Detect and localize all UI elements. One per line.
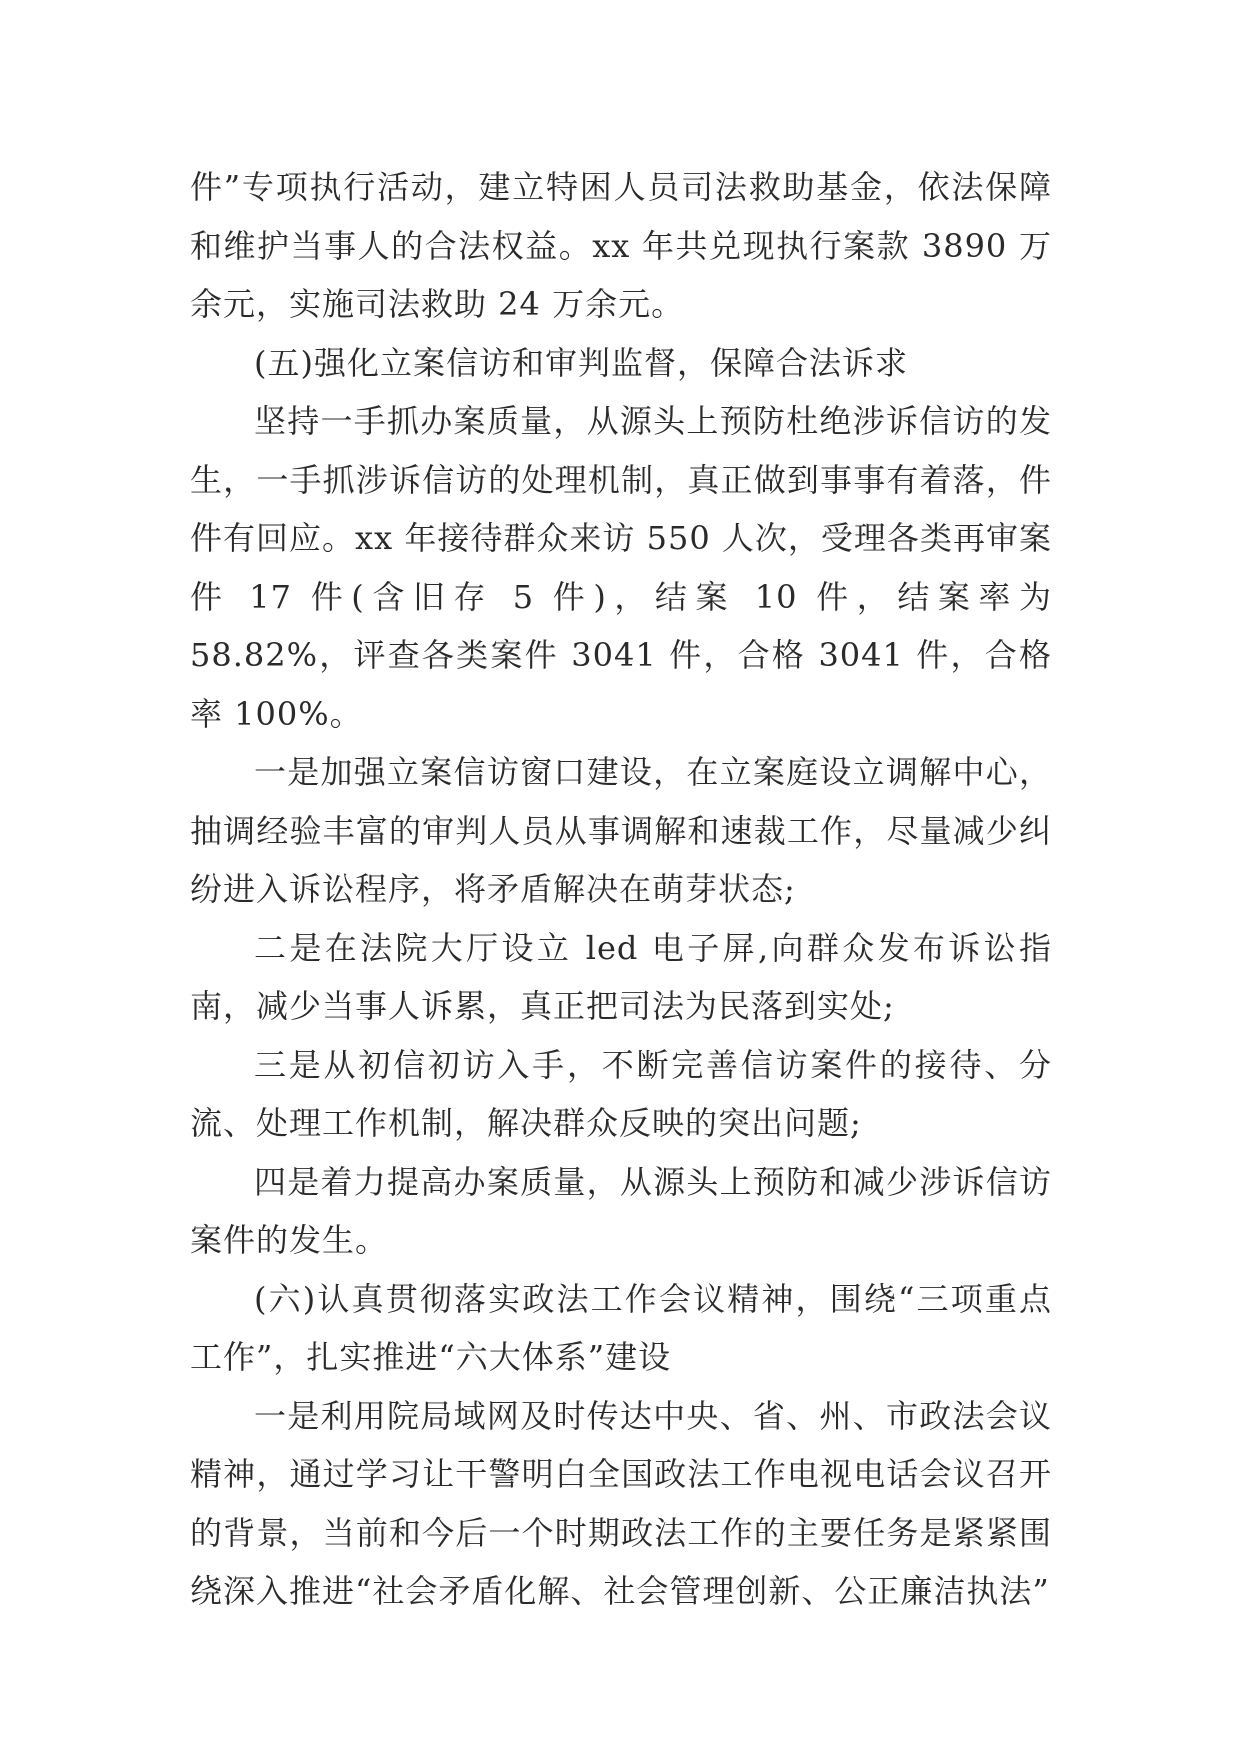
section-heading-five: (五)强化立案信访和审判监督，保障合法诉求: [254, 343, 908, 382]
paragraph-execution-results: 件”专项执行活动，建立特困人员司法救助基金，依法保障和维护当事人的合法权益。xx 年共兑现执行案款 3890 万余元，实施司法救助 24 万余元。: [190, 168, 1052, 323]
paragraph-measure-one: 一是加强立案信访窗口建设，在立案庭设立调解中心，抽调经验丰富的审判人员从事调解和速裁工作，尽量减少纠纷进入诉讼程序，将矛盾解决在萌芽状态;: [190, 753, 1052, 908]
document-body: [190, 158, 1052, 1621]
paragraph-petition-statistics: 坚持一手抓办案质量，从源头上预防杜绝涉诉信访的发生，一手抓涉诉信访的处理机制，真正做到事事有着落，件件有回应。xx 年接待群众来访 550 人次，受理各类再审案件 17 件(含旧存 5 件)，结案 10 件，结案率为 58.82%，评查各类案件 3041 件，合格 3041 件，合格率 100%。: [190, 402, 1052, 733]
paragraph-meeting-spirit: 一是利用院局域网及时传达中央、省、州、市政法会议精神，通过学习让干警明白全国政法工作电视电话会议召开的背景，当前和今后一个时期政法工作的主要任务是紧紧围绕深入推进“社会矛盾化解、社会管理创新、公正廉洁执法”: [190, 1396, 1052, 1610]
paragraph-measure-three: 三是从初信初访入手，不断完善信访案件的接待、分流、处理工作机制，解决群众反映的突出问题;: [190, 1045, 1052, 1142]
paragraph-measure-four: 四是着力提高办案质量，从源头上预防和减少涉诉信访案件的发生。: [190, 1162, 1052, 1259]
section-heading-six: (六)认真贯彻落实政法工作会议精神，围绕“三项重点工作”，扎实推进“六大体系”建设: [190, 1279, 1052, 1376]
paragraph-measure-two: 二是在法院大厅设立 led 电子屏,向群众发布诉讼指南，减少当事人诉累，真正把司法为民落到实处;: [190, 928, 1052, 1025]
